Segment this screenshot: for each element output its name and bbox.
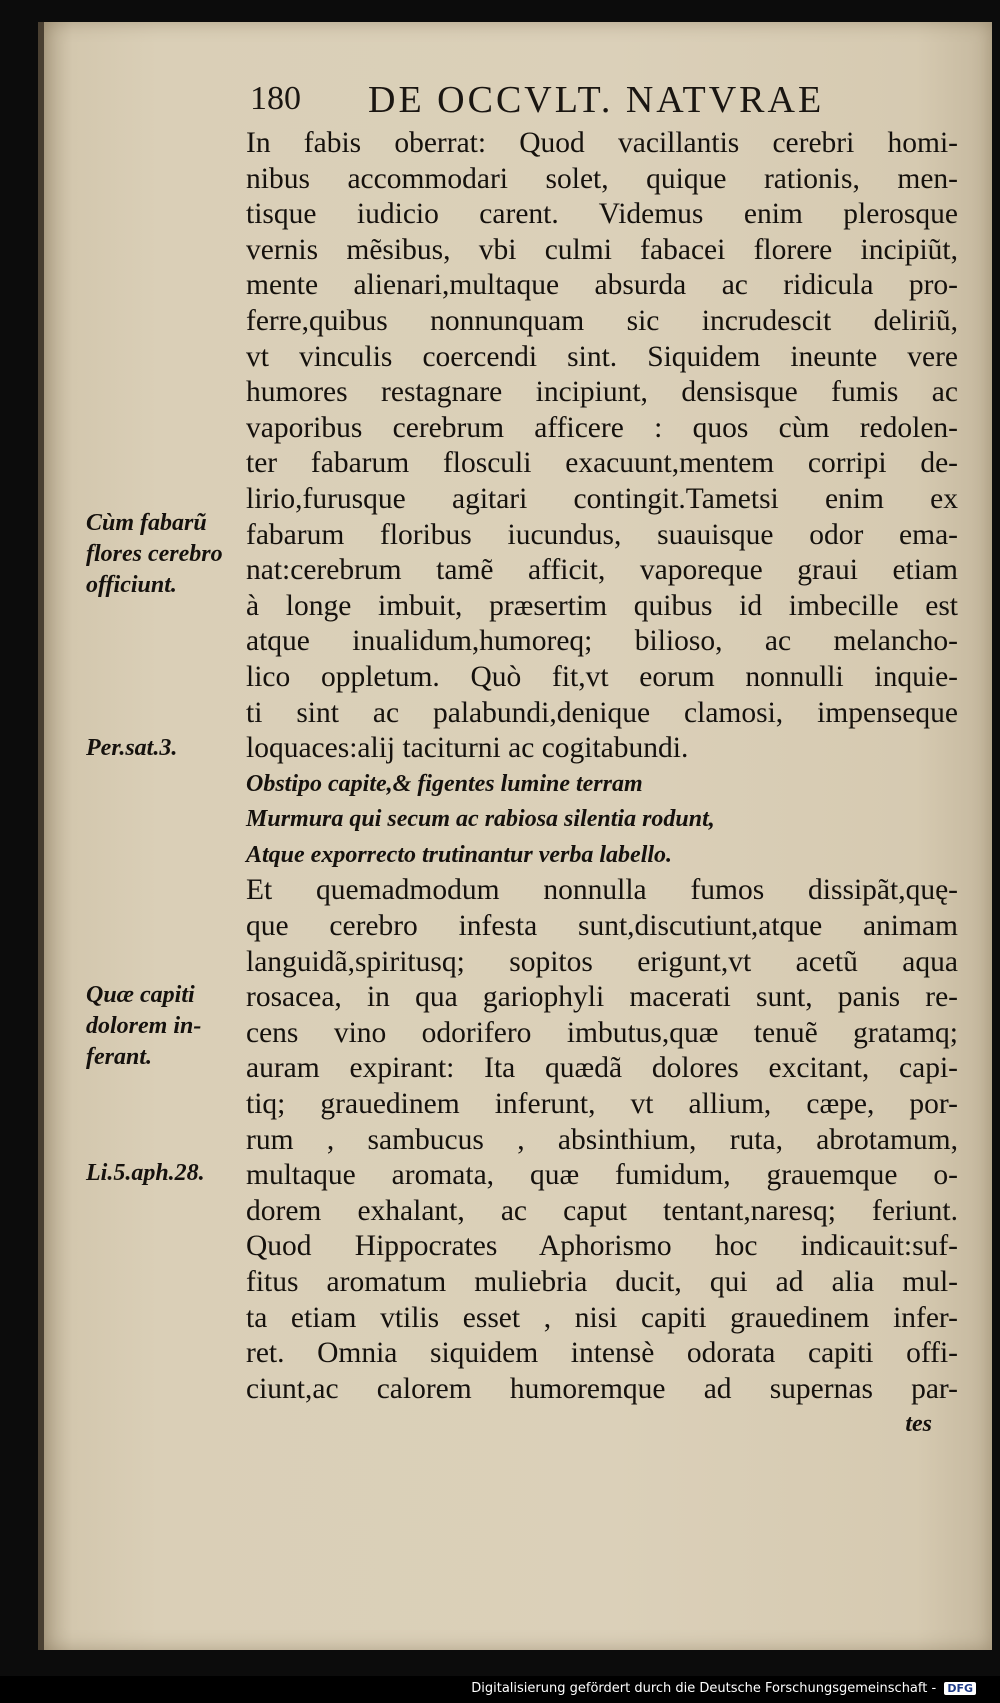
text-line: nat:cerebrum tamẽ afficit, vaporeque graui etiam [246, 554, 958, 587]
margin-note-persius: Per.sat.3. [86, 735, 178, 761]
text-line: ret. Omnia siquidem intensè odorata capiti offi- [246, 1337, 958, 1370]
text-line: Quod Hippocrates Aphorismo hoc indicauit:suf- [246, 1230, 958, 1263]
text-line: tisque iudicio carent. Videmus enim plerosque [246, 198, 958, 231]
verse-line: Atque exporrecto trutinantur verba labello. [246, 841, 673, 868]
text-line: multaque aromata, quæ fumidum, grauemque o- [246, 1159, 958, 1192]
text-line: ciunt,ac calorem humoremque ad supernas par- [246, 1372, 958, 1405]
text-line: fitus aromatum muliebria ducit, qui ad alia mul- [246, 1266, 958, 1298]
paragraph-2 [246, 873, 958, 1407]
margin-note-dolorem: Quæ capiti dolorem in- ferant. [86, 982, 202, 1070]
text-line: Et quemadmodum nonnulla fumos dissipãt,quę- [246, 874, 958, 907]
text-line: ferre,quibus nonnunquam sic incrudescit deliriũ, [246, 304, 958, 337]
catchword: tes [905, 1411, 932, 1438]
text-line: languidã,spiritusq; sopitos erigunt,vt acetũ aqua [246, 945, 958, 978]
verse-line: Obstipo capite,& figentes lumine terram [246, 770, 643, 797]
text-line: loquaces:alij taciturni ac cogitabundi. [246, 732, 689, 765]
text-line: tiq; grauedinem inferunt, vt allium, cæpe, por- [246, 1088, 958, 1121]
text-line: ti sint ac palabundi,denique clamosi, impenseque [246, 696, 958, 729]
page-header [250, 76, 890, 132]
text-line: à longe imbuit, præsertim quibus id imbecille est [246, 589, 958, 622]
text-line: ter fabarum flosculi exacuunt,mentem corripi de- [246, 447, 958, 480]
text-line: que cerebro infesta sunt,discutiunt,atque animam [246, 910, 958, 943]
text-line: vaporibus cerebrum afficere : quos cùm redolen- [246, 411, 958, 444]
dfg-logo: DFG [944, 1682, 976, 1695]
text-line: In fabis oberrat: Quod vacillantis cerebri homi- [246, 127, 958, 159]
paragraph-1 [246, 126, 958, 767]
text-line: lico oppletum. Quò fit,vt eorum nonnulli inquie- [246, 660, 958, 693]
text-line: rosacea, in qua gariophyli macerati sunt, panis re- [246, 981, 958, 1014]
text-line: humores restagnare incipiunt, densisque fumis ac [246, 376, 958, 409]
text-line: ta etiam vtilis esset , nisi capiti grauedinem infer- [246, 1301, 958, 1334]
text-line: vernis mẽsibus, vbi culmi fabacei florere incipiũt, [246, 233, 958, 266]
text-line: auram expirant: Ita quædã dolores excitant, capi- [246, 1052, 958, 1085]
text-line: mente alienari,multaque absurda ac ridicula pro- [246, 269, 958, 302]
footer-credit-text: Digitalisierung gefördert durch die Deutsche Forschungsgemeinschaft - [471, 1681, 937, 1696]
text-line: dorem exhalant, ac caput tentant,naresq; feriunt. [246, 1194, 958, 1227]
verse-line: Murmura qui secum ac rabiosa silentia rodunt, [246, 806, 715, 833]
text-line: nibus accommodari solet, quique rationis, men- [246, 162, 958, 195]
text-line: rum , sambucus , absinthium, ruta, abrotamum, [246, 1123, 958, 1156]
margin-note-aphorism: Li.5.aph.28. [86, 1160, 205, 1186]
margin-note-fabarum: Cùm fabarũ flores cerebro officiunt. [86, 510, 223, 598]
footer-credit [471, 1681, 976, 1696]
page-number: 180 [250, 80, 301, 117]
text-line: fabarum floribus iucundus, suauisque odor ema- [246, 518, 958, 551]
running-title: DE OCCVLT. NATVRAE [368, 79, 825, 121]
text-line: vt vinculis coercendi sint. Siquidem ineunte vere [246, 340, 958, 373]
text-line: cens vino odorifero imbutus,quæ tenuẽ gratamq; [246, 1016, 958, 1049]
main-text [246, 126, 958, 1443]
text-line: lirio,furusque agitari contingit.Tametsi enim ex [246, 482, 958, 515]
verse-quotation [246, 767, 958, 874]
text-line: atque inualidum,humoreq; bilioso, ac melancho- [246, 625, 958, 658]
